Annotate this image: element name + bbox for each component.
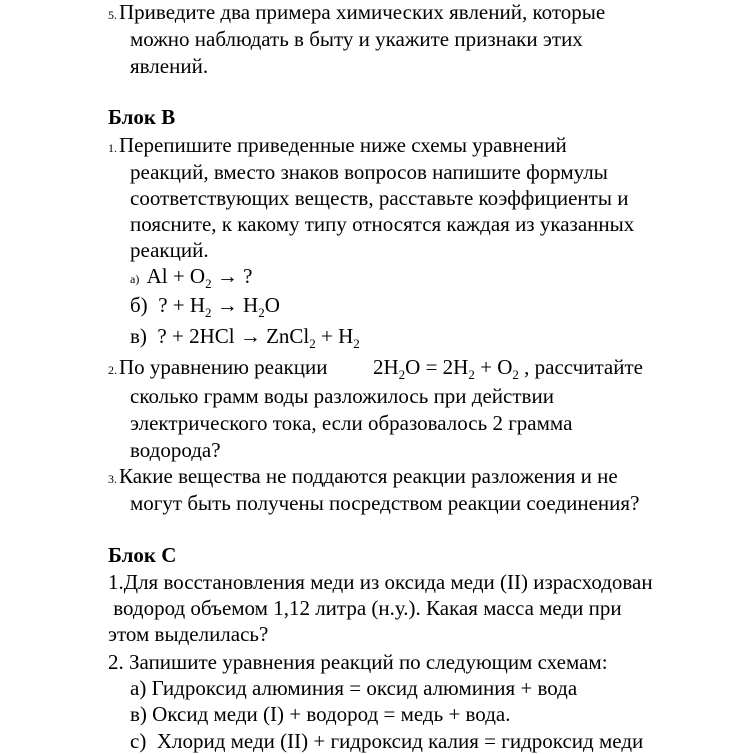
text-line: можно наблюдать в быту и укажите признаки этих bbox=[130, 27, 583, 51]
question-b3: 3.Какие вещества не поддаются реакции разложения и не bbox=[108, 464, 618, 488]
question-c1: 1.Для восстановления меди из оксида меди (II) израсходован bbox=[108, 570, 653, 594]
question-5: 5.Приведите два примера химических явлений, которые bbox=[108, 0, 606, 24]
question-c2: 2. Запишите уравнения реакций по следующим схемам: bbox=[108, 650, 608, 674]
text-line: могут быть получены посредством реакции соединения? bbox=[130, 491, 640, 515]
scheme-a: а) Гидроксид алюминия = оксид алюминия + вода bbox=[130, 676, 578, 700]
text-line: реакций. bbox=[130, 238, 209, 262]
text-line: явлений. bbox=[130, 54, 209, 78]
block-b-heading: Блок В bbox=[108, 105, 176, 129]
text-line: соответствующих веществ, расставьте коэффициенты и bbox=[130, 186, 629, 210]
equation-c: в) ? + 2HCl → ZnCl$_2$ + $H_2$ bbox=[130, 324, 360, 351]
text-line: реакций, вместо знаков вопросов напишите формулы bbox=[130, 160, 608, 184]
text-line: водород объемом 1,12 литра (н.у.). Какая масса меди при bbox=[108, 596, 622, 620]
question-b1: 1.Перепишите приведенные ниже схемы уравнений bbox=[108, 133, 567, 157]
block-c-heading: Блок С bbox=[108, 543, 177, 567]
text-line: сколько грамм воды разложилось при действии bbox=[130, 384, 554, 408]
text-line: этом выделилась? bbox=[108, 622, 269, 646]
text-line: водорода? bbox=[130, 438, 221, 462]
text-line: поясните, к какому типу относятся каждая из указанных bbox=[130, 212, 635, 236]
text-line: электрического тока, если образовалось 2 грамма bbox=[130, 411, 573, 435]
scheme-b: в) Оксид меди (I) + водород = медь + вода. bbox=[130, 702, 511, 726]
equation-a: а) $Al + O_2$ → ? bbox=[130, 264, 253, 291]
equation-b: б) ? + $H_2 \to H_2O$ bbox=[130, 293, 280, 320]
scheme-c: с) Хлорид меди (II) + гидроксид калия = гидроксид меди bbox=[130, 729, 644, 753]
question-b2: 2.По уравнению реакции bbox=[108, 355, 328, 379]
equation-water: $2H_2O = 2H_2 + O_2$ , рассчитайте bbox=[373, 355, 643, 382]
